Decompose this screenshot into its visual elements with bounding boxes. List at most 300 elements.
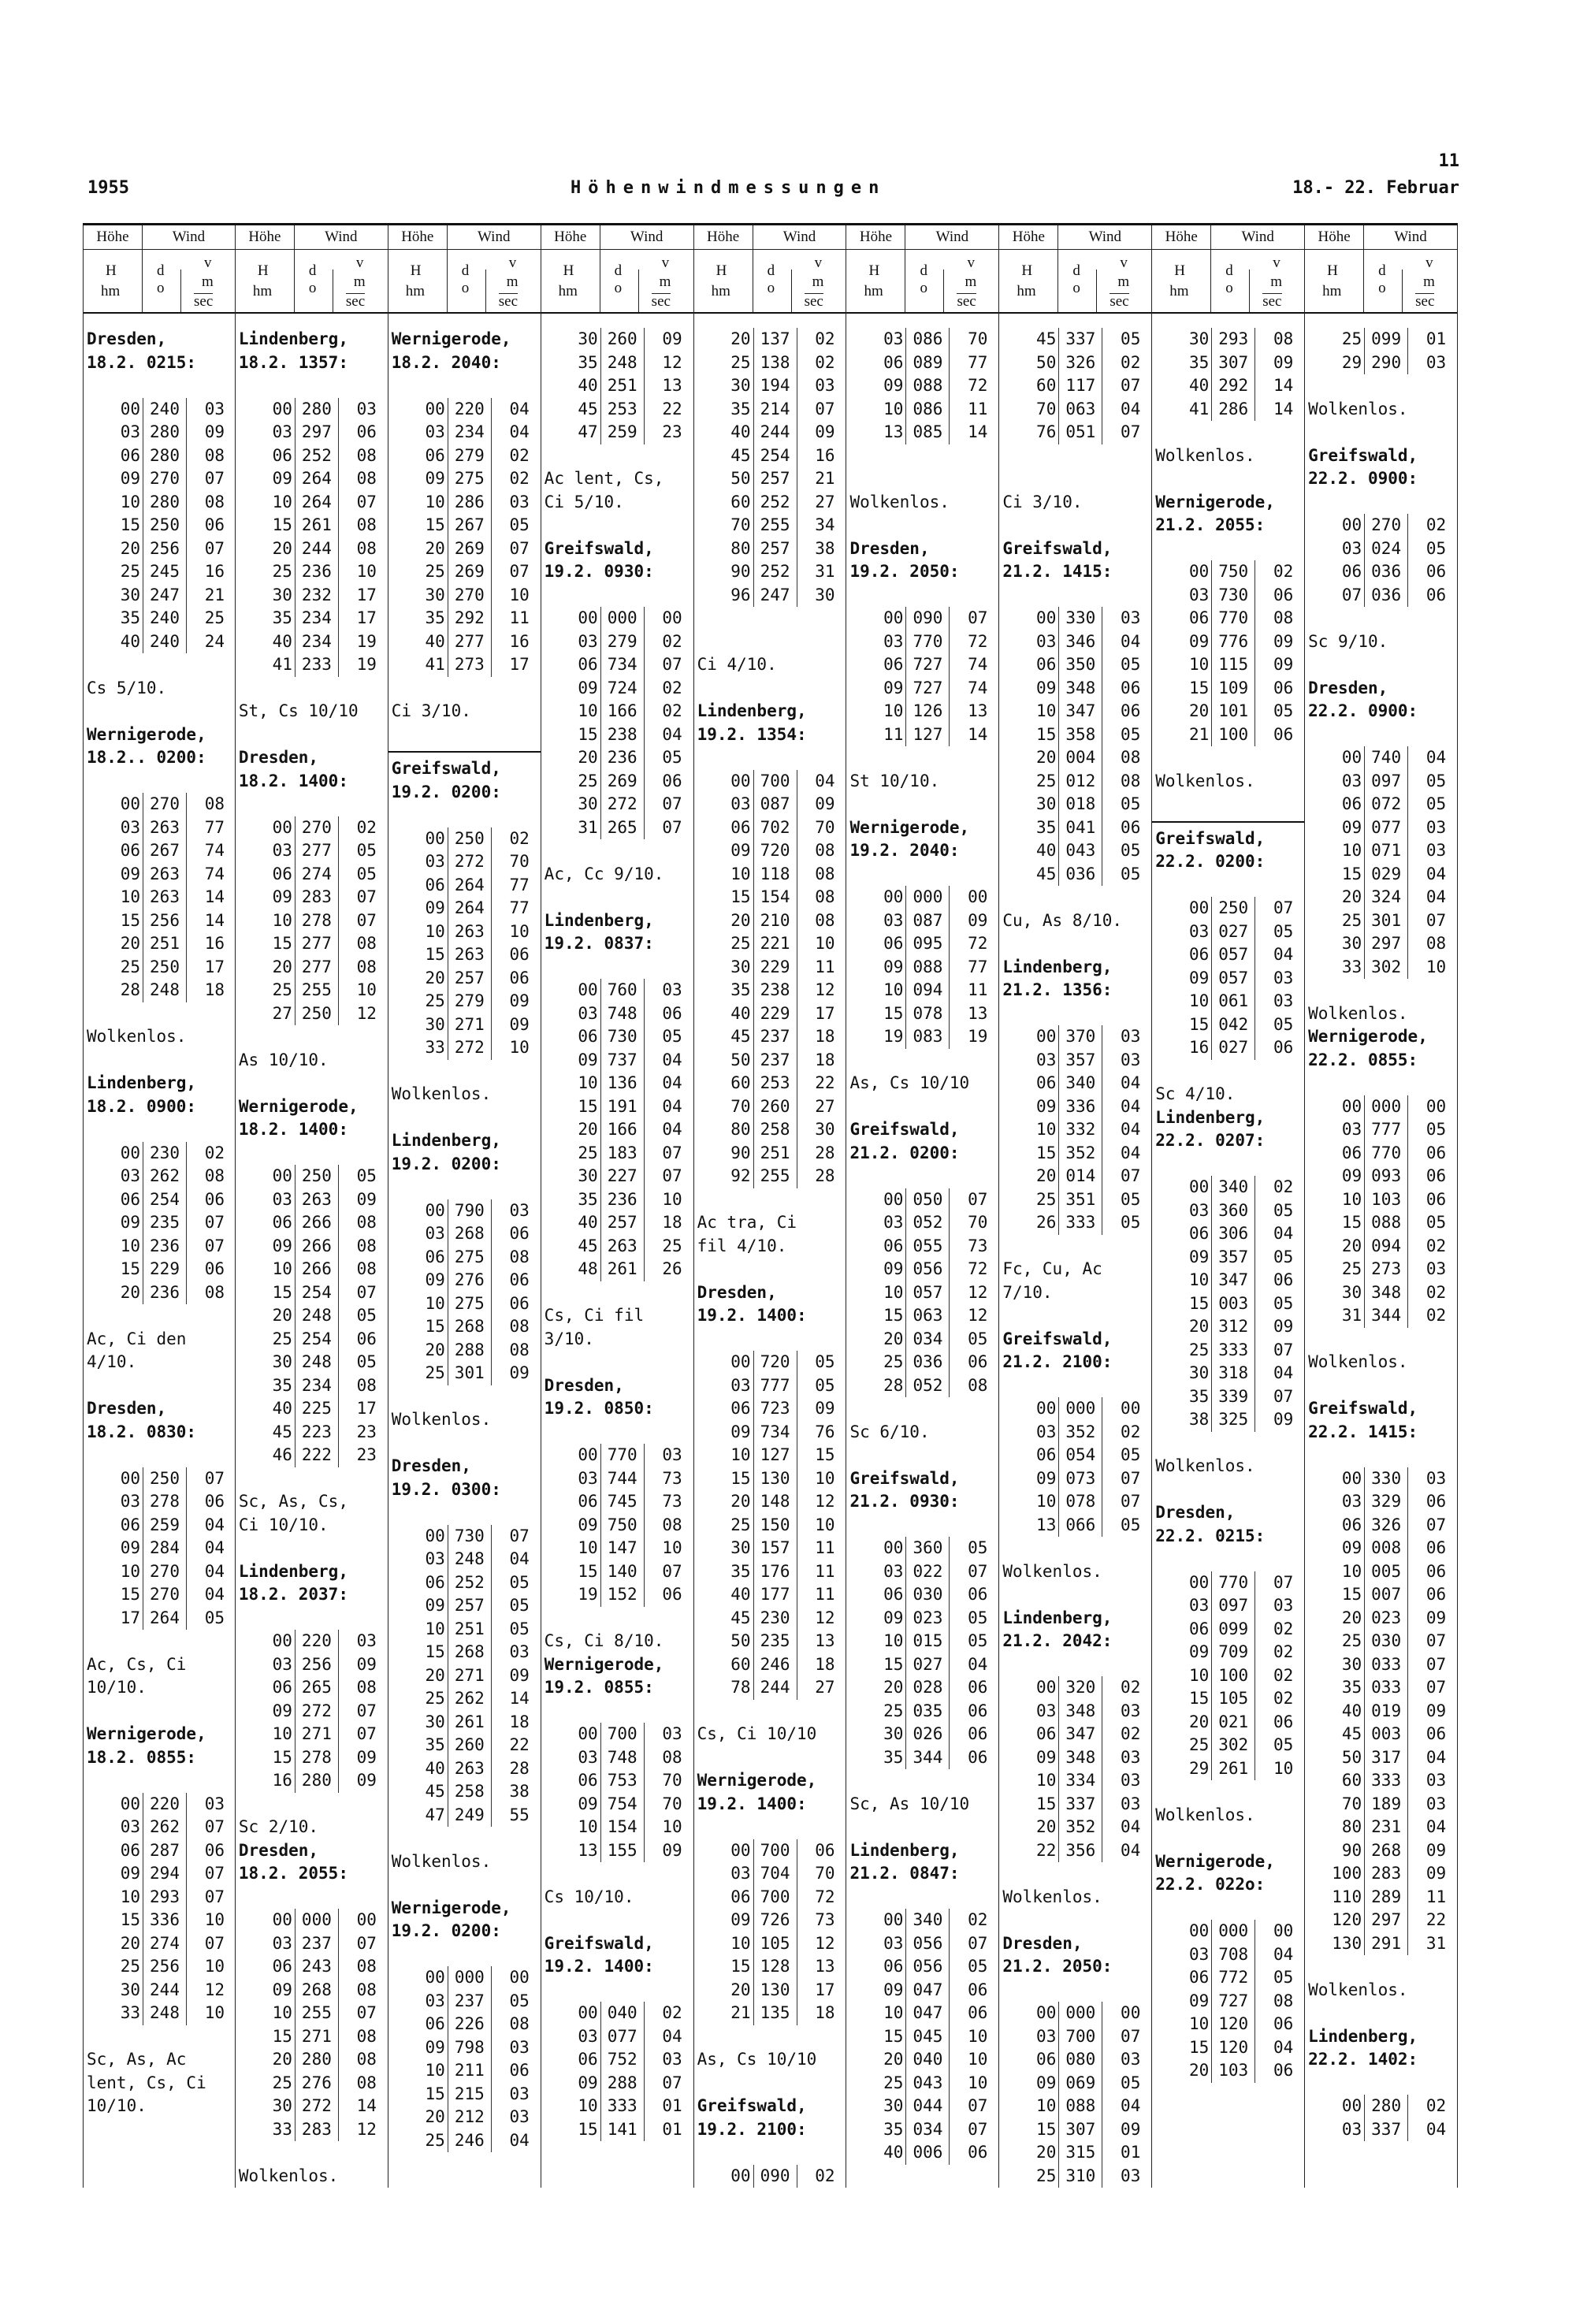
height-value: 00 — [87, 398, 143, 422]
speed-value: 08 — [204, 445, 225, 465]
table-row — [239, 491, 383, 515]
speed-value: 10 — [204, 2003, 225, 2022]
column-entries — [846, 314, 998, 2165]
direction-value: 269 — [601, 770, 645, 794]
direction-value: 061 — [1212, 990, 1255, 1013]
table-row — [545, 1467, 689, 1491]
height-value: 33 — [239, 2118, 296, 2142]
direction-value: 277 — [296, 839, 339, 863]
speed-value: 07 — [1121, 376, 1141, 395]
direction-value: 737 — [601, 1049, 645, 1073]
direction-value: 147 — [601, 1537, 645, 1560]
direction-value: 261 — [296, 514, 339, 537]
speed-value: 10 — [204, 1957, 225, 1976]
height-value: 35 — [849, 2118, 906, 2142]
height-value: 25 — [1002, 1188, 1059, 1212]
direction-value: 274 — [143, 1932, 187, 1956]
height-value: 10 — [1155, 1664, 1212, 1688]
direction-value: 270 — [1365, 514, 1408, 537]
height-value: 09 — [392, 1594, 448, 1618]
direction-value: 014 — [1059, 1165, 1102, 1188]
speed-value: 04 — [509, 1549, 530, 1568]
direction-value: 263 — [448, 920, 492, 944]
direction-value: 277 — [296, 956, 339, 980]
speed-value: 02 — [1425, 2096, 1447, 2115]
height-value: 00 — [239, 1165, 296, 1188]
speed-value: 05 — [968, 1631, 988, 1650]
direction-value: 275 — [448, 467, 492, 491]
height-value: 15 — [697, 886, 754, 909]
speed-value: 07 — [1273, 898, 1294, 917]
speed-value: 06 — [968, 1980, 988, 1999]
height-value: 00 — [545, 607, 601, 630]
speed-value: 04 — [509, 422, 530, 441]
table-row — [849, 328, 994, 351]
speed-value: 02 — [815, 329, 835, 348]
table-row — [392, 827, 536, 851]
table-row — [239, 398, 383, 422]
header-v: v — [661, 255, 670, 271]
height-value: 10 — [545, 1072, 601, 1095]
speed-value: 77 — [204, 817, 225, 837]
table-row — [392, 1664, 536, 1688]
table-row — [1002, 2165, 1147, 2188]
direction-value: 326 — [1059, 351, 1102, 375]
direction-value: 221 — [754, 932, 797, 956]
direction-value: 000 — [1365, 1095, 1408, 1119]
header-H: H — [1174, 262, 1185, 279]
speed-value: 06 — [1121, 678, 1141, 697]
table-row — [849, 1258, 994, 1281]
speed-value: 10 — [509, 585, 530, 604]
direction-value: 283 — [1365, 1862, 1408, 1886]
direction-value: 021 — [1212, 1711, 1255, 1735]
header-m: m — [1423, 273, 1435, 290]
speed-value: 10 — [1273, 1758, 1294, 1778]
table-row — [545, 1142, 689, 1166]
speed-value: 00 — [1121, 1399, 1141, 1418]
speed-value: 05 — [1273, 921, 1294, 941]
table-row — [545, 607, 689, 630]
height-value: 06 — [87, 444, 143, 468]
height-value: 45 — [697, 1025, 754, 1049]
speed-value: 07 — [204, 538, 225, 558]
direction-value: 268 — [448, 1641, 492, 1664]
table-row — [1002, 398, 1147, 422]
speed-value: 14 — [509, 1689, 530, 1708]
speed-value: 08 — [1273, 1991, 1294, 2010]
header-hoehe: Höhe — [999, 225, 1058, 249]
speed-value: 06 — [1273, 1270, 1294, 1289]
height-value: 20 — [1002, 1816, 1059, 1839]
speed-value: 16 — [815, 445, 835, 465]
spacer — [87, 1118, 230, 1142]
table-row — [849, 1746, 994, 1770]
spacer — [239, 1025, 383, 1049]
table-row — [1308, 1769, 1452, 1793]
spacer — [697, 2141, 842, 2165]
speed-value: 14 — [968, 724, 988, 744]
table-row — [1155, 2036, 1299, 2060]
speed-value: 04 — [1121, 1073, 1141, 1092]
height-value: 03 — [87, 1165, 143, 1188]
height-value: 09 — [1002, 2072, 1059, 2095]
height-value: 03 — [392, 1222, 448, 1246]
column-header — [541, 225, 693, 314]
table-row — [392, 1757, 536, 1781]
spacer — [545, 1421, 689, 1445]
speed-value: 02 — [1273, 1642, 1294, 1661]
height-value: 10 — [849, 979, 906, 1002]
speed-value: 05 — [1121, 1515, 1141, 1534]
height-value: 06 — [697, 1397, 754, 1421]
height-value: 03 — [1308, 537, 1365, 561]
height-value: 06 — [1002, 1072, 1059, 1095]
height-value: 29 — [1155, 1757, 1212, 1781]
spacer — [697, 1816, 842, 1839]
speed-value: 73 — [662, 1468, 682, 1488]
direction-value: 264 — [448, 874, 492, 898]
height-value: 30 — [545, 793, 601, 816]
speed-value: 07 — [1121, 2026, 1141, 2046]
table-row — [239, 653, 383, 677]
direction-value: 235 — [754, 1630, 797, 1653]
table-row — [849, 677, 994, 701]
table-row — [545, 793, 689, 816]
speed-value: 04 — [815, 771, 835, 790]
speed-value: 07 — [662, 1166, 682, 1185]
height-value: 03 — [87, 421, 143, 444]
speed-value: 05 — [662, 748, 682, 767]
direction-value: 166 — [601, 700, 645, 723]
speed-value: 02 — [1121, 352, 1141, 372]
direction-value: 293 — [1212, 328, 1255, 351]
direction-value: 702 — [754, 816, 797, 840]
table-row — [87, 1839, 230, 1863]
table-row — [849, 1955, 994, 1979]
direction-value: 264 — [143, 1607, 187, 1631]
header-H: H — [1021, 262, 1033, 279]
speed-value: 03 — [1425, 352, 1447, 372]
speed-value: 19 — [968, 1027, 988, 1046]
speed-value: 07 — [204, 1468, 225, 1488]
direction-value: 063 — [906, 1304, 950, 1328]
height-value: 00 — [392, 827, 448, 851]
cloud-remark: Ac lent, Cs, Ci 5/10. — [544, 469, 664, 511]
speed-value: 11 — [509, 608, 530, 627]
direction-value: 250 — [143, 514, 187, 537]
table-row — [849, 2002, 994, 2025]
spacer — [545, 1281, 689, 1305]
speed-value: 72 — [968, 631, 988, 651]
direction-value: 302 — [1212, 1734, 1255, 1757]
speed-value: 06 — [1121, 817, 1141, 837]
table-row — [87, 537, 230, 561]
speed-value: 07 — [204, 469, 225, 488]
table-row — [697, 956, 842, 980]
direction-value: 236 — [296, 560, 339, 584]
table-row — [697, 421, 842, 444]
speed-value: 03 — [204, 399, 225, 418]
height-value: 00 — [1308, 1095, 1365, 1119]
height-value: 40 — [697, 1583, 754, 1607]
station-heading: Greifswald, 22.2. 1415: — [1308, 1399, 1418, 1441]
cloud-remark: Ac, Cs, Ci 10/10. — [87, 1654, 187, 1697]
height-value: 92 — [697, 1165, 754, 1188]
direction-value: 094 — [906, 979, 950, 1002]
header-hm: hm — [1017, 283, 1036, 299]
height-value: 40 — [1155, 374, 1212, 398]
speed-value: 22 — [509, 1735, 530, 1754]
column-entries — [236, 314, 388, 2188]
table-row — [1002, 328, 1147, 351]
speed-value: 18 — [815, 2003, 835, 2022]
table-row — [1002, 770, 1147, 794]
speed-value: 04 — [662, 1120, 682, 1139]
table-row — [697, 398, 842, 422]
direction-value: 329 — [1365, 1490, 1408, 1514]
table-column — [694, 225, 847, 2188]
table-row — [87, 630, 230, 654]
spacer — [392, 1106, 536, 1130]
table-row — [1155, 677, 1299, 701]
height-value: 15 — [1308, 1211, 1365, 1235]
station-heading: Dresden, 21.2. 2050: — [1002, 1933, 1113, 1976]
speed-value: 06 — [509, 1270, 530, 1289]
height-value: 22 — [1002, 1839, 1059, 1863]
speed-value: 08 — [356, 1375, 377, 1395]
direction-value: 347 — [1212, 1269, 1255, 1292]
table-row — [1308, 1258, 1452, 1281]
cloud-remark: Cs, Ci 8/10. — [544, 1631, 664, 1650]
direction-value: 750 — [601, 1514, 645, 1538]
speed-value: 14 — [1273, 399, 1294, 418]
direction-value: 244 — [143, 1979, 187, 2002]
table-row — [1002, 1118, 1147, 1142]
speed-value: 07 — [1121, 1492, 1141, 1511]
speed-value: 11 — [968, 399, 988, 418]
spacer — [1002, 1979, 1147, 2002]
direction-value: 080 — [1059, 2048, 1102, 2072]
direction-value: 740 — [1365, 746, 1408, 770]
height-value: 09 — [849, 677, 906, 701]
table-row — [1308, 1281, 1452, 1305]
column-entries — [694, 314, 846, 2188]
speed-value: 09 — [968, 910, 988, 930]
speed-value: 07 — [1273, 1386, 1294, 1406]
table-row — [697, 1165, 842, 1188]
speed-value: 07 — [204, 1213, 225, 1232]
table-column — [846, 225, 999, 2188]
speed-value: 08 — [356, 934, 377, 953]
table-row — [1308, 1583, 1452, 1607]
speed-value: 21 — [815, 469, 835, 488]
speed-value: 03 — [509, 1642, 530, 1661]
speed-value: 01 — [1425, 329, 1447, 348]
direction-value: 115 — [1212, 653, 1255, 677]
speed-value: 73 — [815, 1910, 835, 1929]
table-row — [1002, 839, 1147, 863]
table-row — [1155, 1618, 1299, 1642]
speed-value: 08 — [509, 1247, 530, 1266]
table-row — [697, 1095, 842, 1119]
header-hoehe: Höhe — [846, 225, 905, 249]
speed-value: 01 — [662, 2119, 682, 2139]
speed-value: 23 — [356, 1422, 377, 1441]
cloud-remark: Wolkenlos. — [1155, 445, 1255, 465]
header-sec: sec — [345, 293, 366, 310]
height-value: 25 — [1308, 1258, 1365, 1281]
speed-value: 05 — [968, 1608, 988, 1627]
spacer — [545, 1700, 689, 1723]
speed-value: 04 — [1273, 1944, 1294, 1964]
table-row — [849, 1537, 994, 1560]
height-value: 28 — [87, 979, 143, 1002]
speed-value: 03 — [662, 1724, 682, 1743]
column-entries — [388, 314, 541, 2152]
speed-value: 06 — [1273, 1712, 1294, 1731]
speed-value: 04 — [1121, 1143, 1141, 1162]
direction-value: 770 — [601, 1444, 645, 1467]
table-row — [545, 1049, 689, 1073]
header-wind: Wind — [782, 229, 816, 245]
speed-value: 14 — [204, 910, 225, 930]
table-row — [1155, 1687, 1299, 1711]
station-heading: Wernigerode, 19.2. 2040: — [849, 817, 970, 860]
speed-value: 08 — [815, 887, 835, 906]
speed-value: 07 — [1121, 422, 1141, 441]
table-row — [849, 956, 994, 980]
height-value: 20 — [1002, 2141, 1059, 2165]
speed-value: 09 — [1273, 655, 1294, 674]
speed-value: 73 — [968, 1236, 988, 1255]
direction-value: 344 — [1365, 1304, 1408, 1328]
height-value: 35 — [545, 351, 601, 375]
speed-value: 09 — [1273, 352, 1294, 372]
table-row — [1308, 560, 1452, 584]
cloud-remark: Sc 4/10. — [1155, 1084, 1236, 1103]
height-value: 09 — [849, 374, 906, 398]
table-row — [1155, 1408, 1299, 1432]
spacer — [239, 374, 383, 398]
direction-value: 258 — [754, 1118, 797, 1142]
direction-value: 251 — [601, 374, 645, 398]
height-value: 31 — [1308, 1304, 1365, 1328]
table-row — [849, 1909, 994, 1932]
direction-value: 333 — [1059, 1211, 1102, 1235]
direction-value: 000 — [448, 1966, 492, 1990]
table-row — [1155, 1199, 1299, 1223]
speed-value: 22 — [662, 399, 682, 418]
speed-value: 07 — [204, 1236, 225, 1255]
direction-value: 089 — [906, 351, 950, 375]
table-row — [392, 920, 536, 944]
speed-value: 23 — [662, 422, 682, 441]
table-row — [697, 1142, 842, 1166]
height-value: 40 — [545, 1211, 601, 1235]
table-row — [239, 514, 383, 537]
section-divider — [388, 751, 541, 753]
speed-value: 05 — [815, 1375, 835, 1395]
speed-value: 02 — [662, 678, 682, 697]
header-d: d — [767, 262, 775, 279]
spacer — [239, 723, 383, 747]
table-row — [849, 1304, 994, 1328]
direction-value: 157 — [754, 1537, 797, 1560]
direction-value: 088 — [906, 956, 950, 980]
table-row — [87, 863, 230, 887]
speed-value: 06 — [509, 945, 530, 964]
direction-value: 302 — [1365, 956, 1408, 980]
header-hoehe: Höhe — [694, 225, 753, 249]
table-row — [1308, 1560, 1452, 1584]
table-row — [849, 421, 994, 444]
spacer — [1155, 1478, 1299, 1502]
height-value: 20 — [1155, 2059, 1212, 2083]
speed-value: 77 — [509, 875, 530, 894]
table-row — [697, 1351, 842, 1374]
height-value: 10 — [1308, 1188, 1365, 1212]
direction-value: 727 — [906, 653, 950, 677]
speed-value: 04 — [204, 1561, 225, 1581]
height-value: 25 — [1308, 1630, 1365, 1653]
table-row — [1002, 1142, 1147, 1166]
table-row — [545, 630, 689, 654]
direction-value: 073 — [1059, 1467, 1102, 1491]
height-value: 70 — [1308, 1793, 1365, 1816]
direction-value: 334 — [1059, 1769, 1102, 1793]
table-row — [1002, 2072, 1147, 2095]
table-row — [1308, 746, 1452, 770]
speed-value: 03 — [1425, 817, 1447, 837]
height-value: 30 — [697, 1537, 754, 1560]
speed-value: 10 — [509, 921, 530, 941]
height-value: 03 — [1308, 770, 1365, 794]
direction-value: 229 — [754, 956, 797, 980]
speed-value: 05 — [968, 1538, 988, 1557]
spacer — [1308, 374, 1452, 398]
speed-value: 17 — [509, 655, 530, 674]
height-value: 35 — [545, 1188, 601, 1212]
height-value: 45 — [392, 1780, 448, 1804]
spacer — [545, 584, 689, 608]
height-value: 00 — [849, 886, 906, 909]
speed-value: 06 — [1425, 562, 1447, 581]
height-value: 09 — [87, 1211, 143, 1235]
direction-value: 333 — [1212, 1339, 1255, 1363]
height-value: 15 — [849, 2025, 906, 2049]
direction-value: 727 — [1212, 1990, 1255, 2014]
direction-value: 072 — [1365, 793, 1408, 816]
header-sec: sec — [957, 293, 976, 310]
speed-value: 28 — [815, 1143, 835, 1162]
height-value: 25 — [545, 1142, 601, 1166]
height-value: 20 — [1308, 886, 1365, 909]
height-value: 03 — [1155, 584, 1212, 608]
speed-value: 10 — [1425, 957, 1447, 976]
station-heading: Greifswald, 19.2. 0930: — [544, 538, 654, 581]
direction-value: 044 — [906, 2095, 950, 2118]
direction-value: 273 — [448, 653, 492, 677]
height-value: 10 — [392, 1618, 448, 1642]
speed-value: 07 — [662, 2073, 682, 2092]
height-value: 00 — [697, 1839, 754, 1863]
direction-value: 346 — [1059, 630, 1102, 654]
table-row — [545, 1514, 689, 1538]
table-row — [545, 398, 689, 422]
spacer — [239, 1886, 383, 1909]
height-value: 03 — [697, 1862, 754, 1886]
